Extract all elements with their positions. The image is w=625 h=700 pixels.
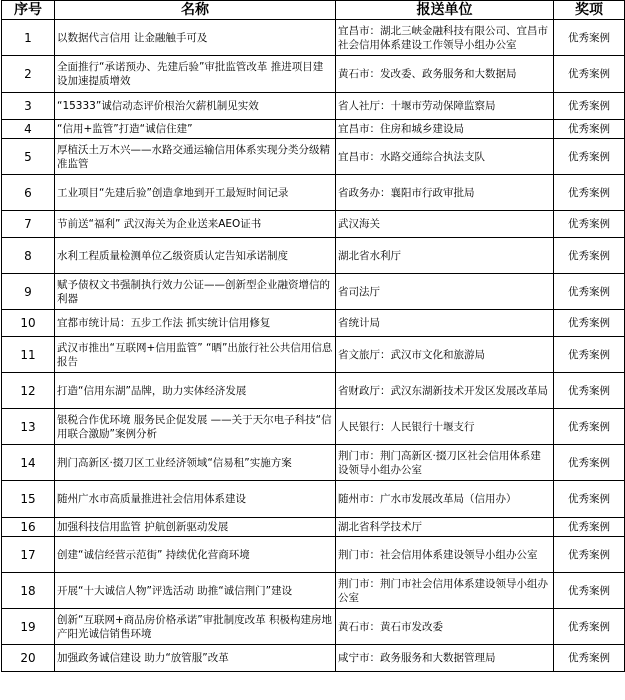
case-name: 节前送“福利” 武汉海关为企业送来AEO证书 [55,211,336,238]
award-type: 优秀案例 [554,537,625,573]
submitting-unit: 荆门市：社会信用体系建设领导小组办公室 [336,537,554,573]
submitting-unit: 宜昌市：住房和城乡建设局 [336,120,554,139]
submitting-unit: 省政务办：襄阳市行政审批局 [336,175,554,211]
award-type: 优秀案例 [554,445,625,481]
case-name: 银税合作优环境 服务民企促发展 ——关于天尔电子科技“信用联合激励”案例分析 [55,409,336,445]
submitting-unit: 省人社厅：十堰市劳动保障监察局 [336,93,554,120]
row-number: 3 [2,93,55,120]
case-name: 加强科技信用监管 护航创新驱动发展 [55,518,336,537]
award-type: 优秀案例 [554,120,625,139]
row-number: 6 [2,175,55,211]
table-row [2,481,625,518]
table-row [2,518,625,537]
submitting-unit: 省统计局 [336,310,554,337]
row-number: 18 [2,573,55,609]
header-no: 序号 [2,1,55,20]
table-row [2,310,625,337]
award-type: 优秀案例 [554,573,625,609]
award-type: 优秀案例 [554,373,625,409]
award-type: 优秀案例 [554,310,625,337]
submitting-unit: 咸宁市：政务服务和大数据管理局 [336,645,554,672]
case-name: 加强政务诚信建设 助力“放管服”改革 [55,645,336,672]
row-number: 5 [2,139,55,175]
table-row [2,175,625,211]
table-row [2,645,625,672]
row-number: 4 [2,120,55,139]
case-name: 以数据代言信用 让金融触手可及 [55,20,336,56]
row-number: 8 [2,238,55,274]
table-row [2,20,625,56]
award-type: 优秀案例 [554,56,625,93]
case-name: 工业项目“先建后验”创造拿地到开工最短时间记录 [55,175,336,211]
row-number: 17 [2,537,55,573]
submitting-unit: 黄石市：黄石市发改委 [336,609,554,645]
table-row [2,139,625,175]
table-row [2,274,625,310]
case-name: 宜都市统计局：五步工作法 抓实统计信用修复 [55,310,336,337]
row-number: 15 [2,481,55,518]
header-award: 奖项 [554,1,625,20]
award-type: 优秀案例 [554,211,625,238]
row-number: 14 [2,445,55,481]
case-name: 荆门高新区·掇刀区工业经济领域“信易租”实施方案 [55,445,336,481]
award-type: 优秀案例 [554,337,625,373]
award-type: 优秀案例 [554,20,625,56]
case-name: 创新“互联网+商品房价格承诺”审批制度改革 积极构建房地产阳光诚信销售环境 [55,609,336,645]
case-name: “15333”诚信动态评价根治欠薪机制见实效 [55,93,336,120]
award-type: 优秀案例 [554,139,625,175]
case-name: 武汉市推出“互联网+信用监管” “晒”出旅行社公共信用信息报告 [55,337,336,373]
submitting-unit: 省司法厅 [336,274,554,310]
row-number: 2 [2,56,55,93]
submitting-unit: 省财政厅：武汉东湖新技术开发区发展改革局 [336,373,554,409]
award-type: 优秀案例 [554,175,625,211]
award-type: 优秀案例 [554,518,625,537]
submitting-unit: 省文旅厅：武汉市文化和旅游局 [336,337,554,373]
row-number: 16 [2,518,55,537]
table-row [2,609,625,645]
row-number: 20 [2,645,55,672]
header-unit: 报送单位 [336,1,554,20]
table-row [2,337,625,373]
case-name: 全面推行“承诺预办、先建后验”审批监管改革 推进项目建设加速提质增效 [55,56,336,93]
table-row [2,93,625,120]
submitting-unit: 湖北省科学技术厅 [336,518,554,537]
table-row [2,211,625,238]
row-number: 13 [2,409,55,445]
submitting-unit: 湖北省水利厅 [336,238,554,274]
table-row [2,445,625,481]
award-type: 优秀案例 [554,481,625,518]
case-name: 水利工程质量检测单位乙级资质认定告知承诺制度 [55,238,336,274]
row-number: 12 [2,373,55,409]
table-row [2,120,625,139]
row-number: 11 [2,337,55,373]
header-name: 名称 [55,1,336,20]
table-row [2,573,625,609]
case-name: 开展“十大诚信人物”评选活动 助推“诚信荆门”建设 [55,573,336,609]
case-name: 创建“诚信经营示范街” 持续优化营商环境 [55,537,336,573]
case-name: “信用+监管”打造“诚信住建” [55,120,336,139]
row-number: 10 [2,310,55,337]
award-type: 优秀案例 [554,609,625,645]
award-type: 优秀案例 [554,93,625,120]
submitting-unit: 武汉海关 [336,211,554,238]
award-type: 优秀案例 [554,645,625,672]
award-type: 优秀案例 [554,238,625,274]
submitting-unit: 荆门市：荆门市社会信用体系建设领导小组办公室 [336,573,554,609]
submitting-unit: 黄石市：发改委、政务服务和大数据局 [336,56,554,93]
submitting-unit: 人民银行：人民银行十堰支行 [336,409,554,445]
case-name: 随州广水市高质量推进社会信用体系建设 [55,481,336,518]
row-number: 9 [2,274,55,310]
submitting-unit: 宜昌市：水路交通综合执法支队 [336,139,554,175]
row-number: 7 [2,211,55,238]
table-row [2,238,625,274]
award-type: 优秀案例 [554,409,625,445]
row-number: 19 [2,609,55,645]
table-row [2,373,625,409]
table-row [2,409,625,445]
table-row [2,56,625,93]
award-type: 优秀案例 [554,274,625,310]
submitting-unit: 宜昌市：湖北三峡金融科技有限公司、宜昌市社会信用体系建设工作领导小组办公室 [336,20,554,56]
row-number: 1 [2,20,55,56]
case-name: 赋予债权文书强制执行效力公证——创新型企业融资增信的利器 [55,274,336,310]
award-list-table [1,0,625,672]
table-row [2,537,625,573]
submitting-unit: 荆门市：荆门高新区·掇刀区社会信用体系建设领导小组办公室 [336,445,554,481]
case-name: 厚植沃土万木兴——水路交通运输信用体系实现分类分级精准监管 [55,139,336,175]
table-header-row [2,1,625,20]
case-name: 打造“信用东湖”品牌，助力实体经济发展 [55,373,336,409]
submitting-unit: 随州市：广水市发展改革局（信用办） [336,481,554,518]
